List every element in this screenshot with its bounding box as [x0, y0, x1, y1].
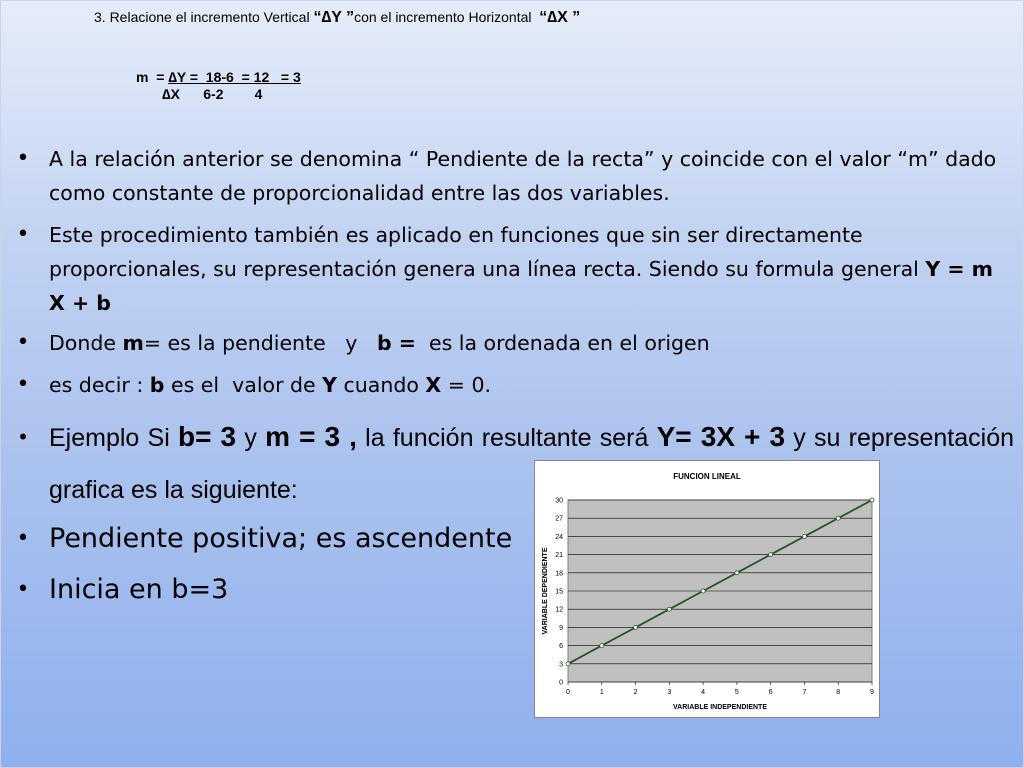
data-point [735, 571, 739, 575]
x-axis-label: VARIABLE INDEPENDIENTE [673, 704, 767, 711]
data-point [870, 498, 874, 502]
y-tick-label: 27 [555, 515, 563, 523]
heading-dy: “∆Y ” [313, 9, 355, 26]
x-tick-label: 3 [667, 689, 672, 696]
var-m: m [122, 331, 144, 355]
bullet-dot: • [16, 577, 30, 602]
y-tick-label: 6 [559, 643, 563, 651]
y-tick-label: 30 [555, 497, 563, 505]
bullet-dot: • [16, 330, 30, 355]
heading-dx: “∆X ” [539, 9, 581, 26]
y-tick-label: 21 [555, 552, 563, 560]
data-point [769, 553, 773, 557]
text-ordenada: es la ordenada en el origen [415, 331, 710, 355]
linear-function-chart [534, 460, 880, 718]
bullet-text: Inicia en b=3 [49, 574, 229, 605]
result-function: Y= 3X + 3 [656, 421, 786, 452]
text-ejemplo: Ejemplo Si [49, 424, 179, 452]
bullet-text: Pendiente positiva; es ascendente [49, 523, 513, 554]
x-tick-label: 7 [802, 689, 807, 696]
y-tick-label: 3 [559, 661, 563, 669]
data-point [634, 625, 638, 629]
var-x: X [425, 373, 442, 397]
data-point [836, 516, 840, 520]
data-point [566, 662, 570, 666]
bullet-text: Este procedimiento también es aplicado en funciones que sin ser directamente proporcionales, su representación genera una línea recta. Siendo su formula general [49, 223, 919, 281]
heading-middle: con el incremento Horizontal [354, 9, 540, 25]
y-tick-label: 0 [559, 679, 563, 687]
text-donde: Donde [49, 331, 123, 355]
general-formula: Y = m X + b [49, 257, 994, 315]
text-cuando: cuando [337, 373, 426, 397]
chart-title: FUNCION LINEAL [673, 472, 741, 481]
formula-numerator: ∆Y = 18-6 = 12 = 3 [168, 69, 301, 85]
bullet-dot: • [16, 222, 30, 247]
bullet-pendiente [10, 142, 1014, 210]
bullet-dot: • [16, 372, 30, 397]
x-tick-label: 5 [734, 689, 739, 696]
bullet-procedimiento [10, 218, 1014, 320]
bullet-text: A la relación anterior se denomina “ Pendiente de la recta” y coincide con el valor “m” dado como constante de proporcionalidad entre las dos variables. [49, 147, 997, 205]
text-funcion: la función resultante será [356, 424, 657, 452]
formula-denominator: ∆X 6-2 4 [162, 86, 263, 102]
chart-svg [535, 461, 879, 717]
bullet-dot: • [16, 526, 30, 551]
text-cero: = 0. [441, 373, 492, 397]
formula-m: m = [136, 69, 169, 85]
x-tick-label: 0 [566, 689, 570, 696]
exercise-heading [94, 9, 580, 27]
y-tick-label: 9 [559, 624, 563, 632]
text-es-decir: es decir : [49, 373, 150, 397]
bullet-dot: • [16, 146, 30, 171]
text-representacion: y su representación grafica es la siguiente: [49, 424, 1015, 504]
data-point [701, 589, 705, 593]
x-tick-label: 2 [633, 689, 638, 696]
y-axis-label: VARIABLE DEPENDIENTE [542, 547, 549, 635]
bullet-donde [10, 326, 1014, 360]
text-pendiente: = es la pendiente y [143, 331, 377, 355]
heading-prefix: 3. Relacione el incremento Vertical [94, 9, 314, 25]
x-tick-label: 6 [768, 689, 773, 696]
var-b: b [149, 373, 165, 397]
y-tick-label: 12 [555, 606, 563, 614]
y-tick-label: 18 [555, 570, 563, 578]
bullet-es-decir [10, 368, 1014, 402]
text-y: y [236, 424, 266, 452]
y-tick-label: 24 [555, 533, 563, 541]
bullet-dot: • [19, 424, 27, 449]
data-point [667, 607, 671, 611]
x-tick-label: 4 [701, 689, 706, 696]
data-point [600, 644, 604, 648]
data-point [802, 534, 806, 538]
var-b: b = [376, 331, 416, 355]
y-tick-label: 15 [555, 588, 563, 596]
var-y: Y [322, 373, 338, 397]
text-valor: es el valor de [164, 373, 323, 397]
value-b: b= 3 [178, 421, 237, 452]
x-tick-label: 9 [870, 689, 874, 696]
value-m: m = 3 , [265, 421, 357, 452]
slope-formula [136, 69, 301, 102]
x-tick-label: 8 [836, 689, 841, 696]
x-tick-label: 1 [599, 689, 604, 696]
